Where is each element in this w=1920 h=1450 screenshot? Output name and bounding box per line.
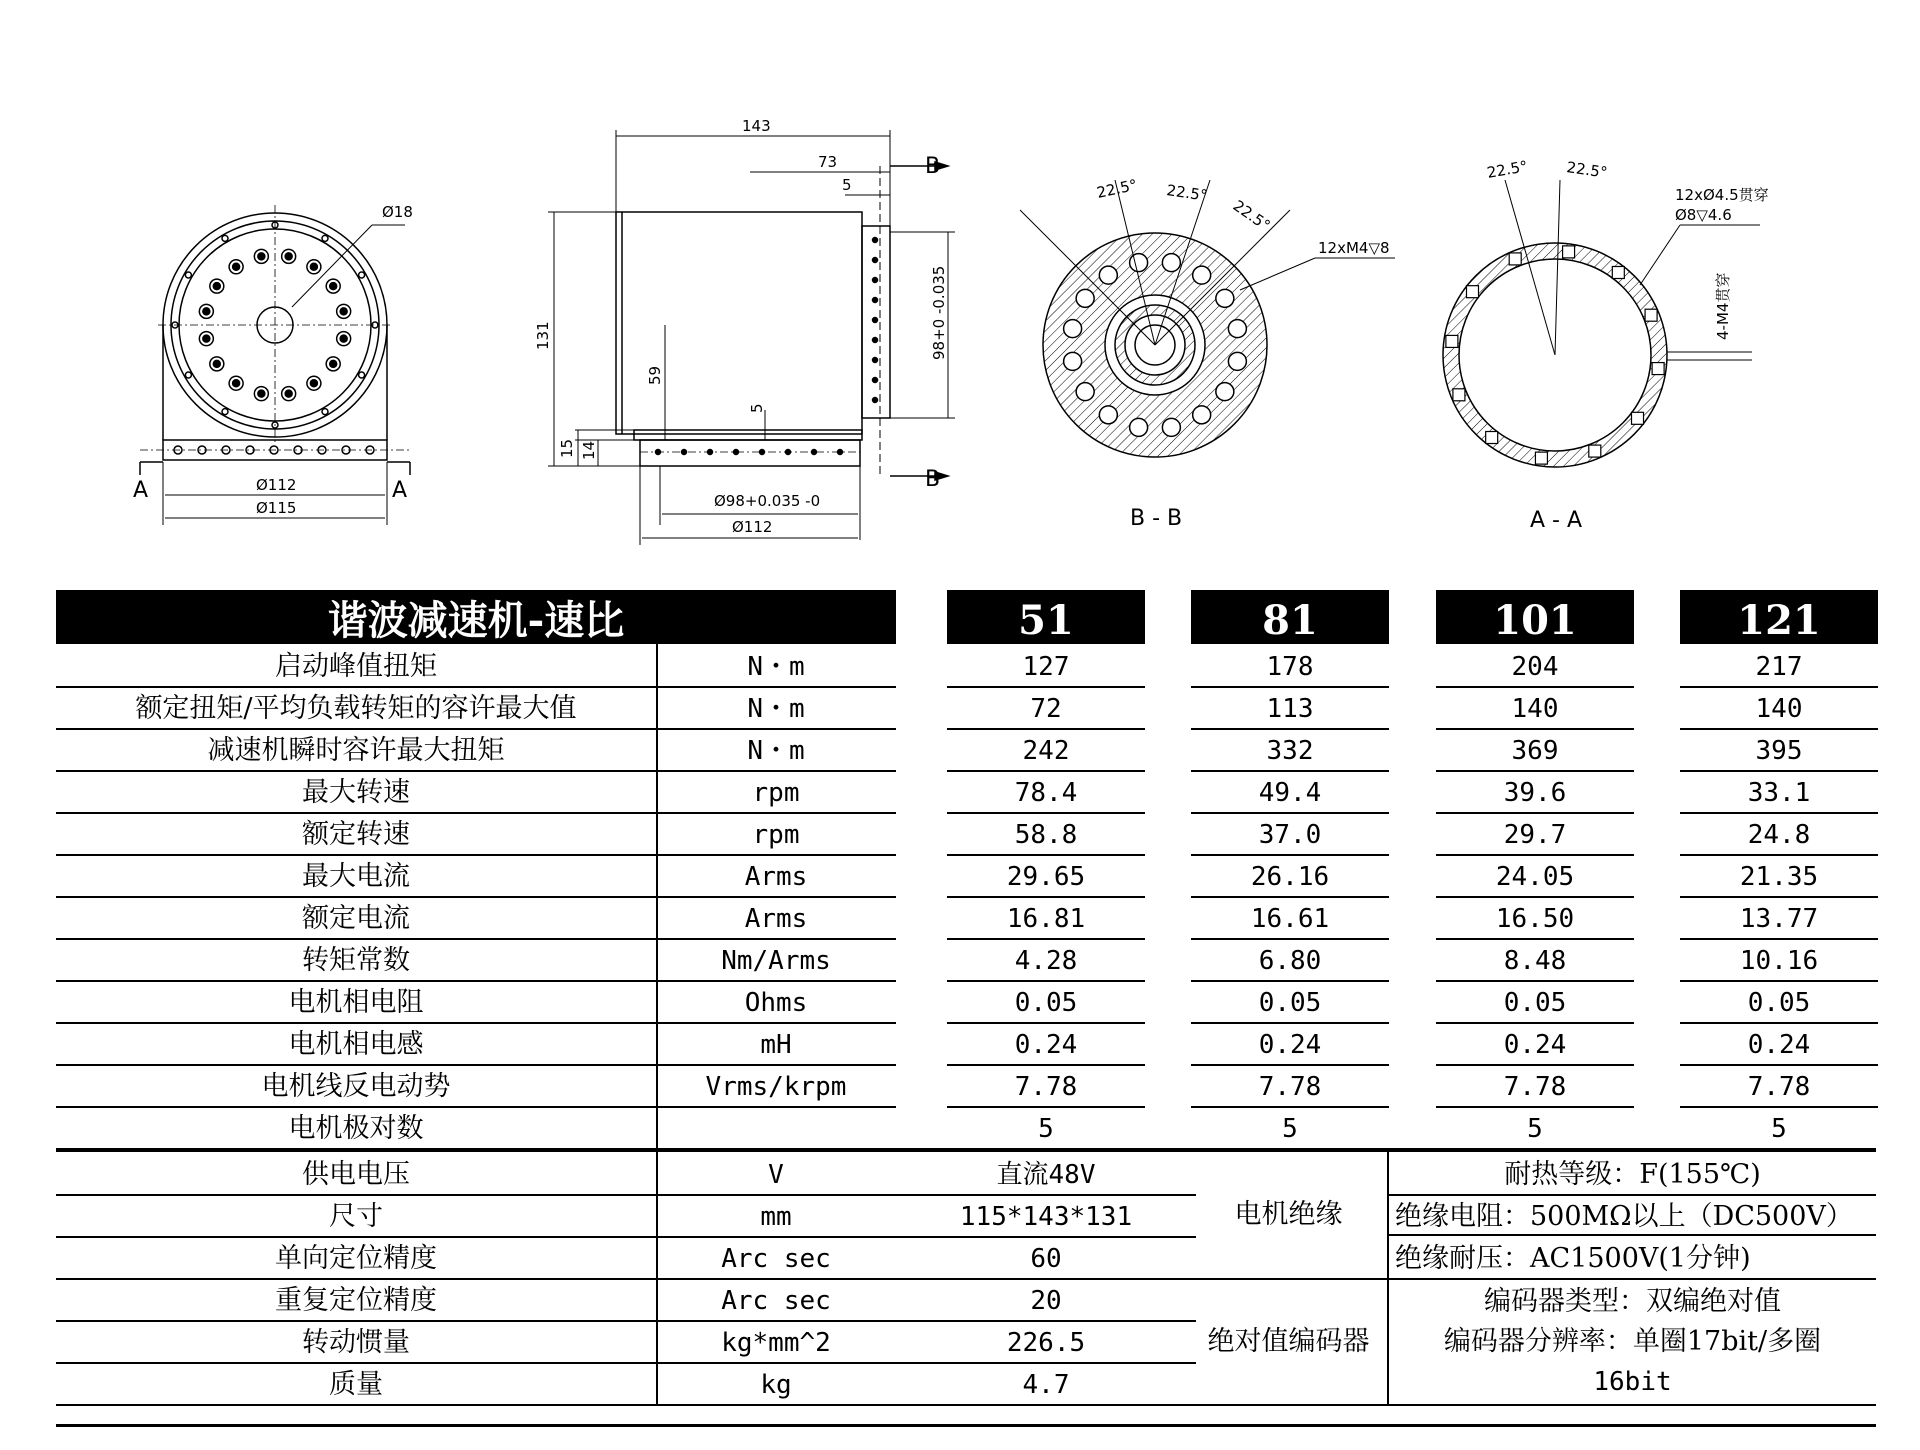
aa-slot	[1466, 286, 1478, 298]
insulation-heat-class: 耐热等级：F(155℃)	[1389, 1152, 1876, 1196]
dim-5-mid: 5	[748, 403, 766, 413]
row-label: 转矩常数	[56, 938, 656, 982]
general-label: 质量	[56, 1362, 656, 1406]
dim-143: 143	[742, 117, 771, 135]
outer-hole	[185, 272, 191, 278]
ratio-81: 81	[1191, 590, 1389, 644]
dim-5-top: 5	[842, 176, 852, 194]
outer-hole	[359, 272, 365, 278]
angle-1-aa: 22.5°	[1485, 157, 1529, 182]
value-81: 37.0	[1191, 812, 1389, 856]
connector-pin	[873, 238, 878, 243]
table-row	[56, 938, 1876, 980]
table-row	[56, 770, 1876, 812]
row-unit: N・m	[656, 686, 896, 730]
insulation-label: 电机绝缘	[1234, 1199, 1343, 1230]
bolt-center	[258, 390, 265, 397]
outer-hole	[222, 409, 228, 415]
table-row	[56, 854, 1876, 896]
row-unit: N・m	[656, 728, 896, 772]
general-value: 115*143*131	[896, 1194, 1196, 1238]
encoder-label: 绝对值编码器	[1207, 1326, 1370, 1357]
row-label: 电机线反电动势	[56, 1064, 656, 1108]
row-unit: Ohms	[656, 980, 896, 1024]
aa-slot	[1509, 253, 1521, 265]
base-hole	[812, 450, 817, 455]
dim-131: 131	[534, 321, 552, 350]
general-unit: kg*mm^2	[656, 1320, 896, 1364]
bb-bolt-hole	[1162, 418, 1180, 436]
value-101: 0.05	[1436, 980, 1634, 1024]
aa-slot	[1652, 363, 1664, 375]
row-unit: mH	[656, 1022, 896, 1066]
value-51: 0.05	[947, 980, 1145, 1024]
angle-3-bb: 22.5°	[1229, 196, 1274, 235]
aa-slot	[1446, 335, 1458, 347]
bb-bolt-hole	[1216, 289, 1234, 307]
value-101: 16.50	[1436, 896, 1634, 940]
connector-pin	[873, 278, 878, 283]
row-label: 电机极对数	[288, 1113, 424, 1144]
value-121: 140	[1680, 686, 1878, 730]
table-row	[56, 1064, 1876, 1106]
value-121: 5	[1771, 1114, 1787, 1144]
value-101: 0.24	[1436, 1022, 1634, 1066]
value-101: 8.48	[1436, 938, 1634, 982]
bb-bolt-hole	[1228, 320, 1246, 338]
value-81: 178	[1191, 644, 1389, 688]
bb-bolt-hole	[1076, 383, 1094, 401]
bolt-center	[233, 380, 240, 387]
ratio-101: 101	[1436, 590, 1634, 644]
bolt-center	[213, 360, 220, 367]
table-row	[56, 728, 1876, 770]
dim-dia-115: Ø115	[256, 499, 297, 517]
value-101: 24.05	[1436, 854, 1634, 898]
table-row	[56, 896, 1876, 938]
aa-slot	[1486, 432, 1498, 444]
column-divider	[656, 644, 658, 1148]
bb-bolt-hole	[1193, 266, 1211, 284]
value-121: 21.35	[1680, 854, 1878, 898]
bb-bolt-hole	[1162, 254, 1180, 272]
technical-drawings	[0, 0, 1920, 580]
outer-hole	[222, 235, 228, 241]
outer-hole	[359, 372, 365, 378]
value-121: 10.16	[1680, 938, 1878, 982]
value-51: 72	[947, 686, 1145, 730]
row-unit: N・m	[656, 644, 896, 688]
value-81: 26.16	[1191, 854, 1389, 898]
value-121: 33.1	[1680, 770, 1878, 814]
row-label: 额定电流	[56, 896, 656, 940]
value-51: 242	[947, 728, 1145, 772]
dim-59: 59	[646, 365, 664, 385]
general-value: 20	[896, 1278, 1196, 1322]
value-81: 5	[1282, 1114, 1298, 1144]
value-51: 0.24	[947, 1022, 1145, 1066]
angle-2-aa: 22.5°	[1565, 158, 1609, 182]
value-81: 16.61	[1191, 896, 1389, 940]
value-51: 58.8	[947, 812, 1145, 856]
value-51: 78.4	[947, 770, 1145, 814]
row-label: 启动峰值扭矩	[56, 644, 656, 688]
value-81: 49.4	[1191, 770, 1389, 814]
bolt-center	[285, 253, 292, 260]
base-hole	[838, 450, 843, 455]
general-label: 尺寸	[56, 1194, 656, 1238]
holes-callout-aa: 12xØ4.5贯穿	[1675, 186, 1769, 204]
outer-hole	[322, 409, 328, 415]
row-unit: rpm	[656, 770, 896, 814]
bb-bolt-hole	[1228, 352, 1246, 370]
row-label: 电机相电阻	[56, 980, 656, 1024]
row-label: 最大电流	[56, 854, 656, 898]
value-51: 16.81	[947, 896, 1145, 940]
section-bb	[1020, 180, 1395, 457]
bolt-center	[213, 283, 220, 290]
bolt-center	[203, 335, 210, 342]
bolt-center	[233, 263, 240, 270]
encoder-resolution-line1: 编码器分辨率：单圈17bit/多圈	[1443, 1326, 1822, 1357]
general-unit: kg	[656, 1362, 896, 1406]
block-divider	[1191, 1404, 1876, 1406]
table-title: 谐波减速机-速比	[56, 590, 896, 644]
encoder-resolution-line2: 16bit	[1593, 1367, 1672, 1397]
value-121: 13.77	[1680, 896, 1878, 940]
general-value: 直流48V	[896, 1152, 1196, 1196]
value-101: 140	[1436, 686, 1634, 730]
section-bb-title: B - B	[1130, 506, 1183, 531]
value-121: 0.24	[1680, 1022, 1878, 1066]
value-81: 332	[1191, 728, 1389, 772]
base-hole	[682, 450, 687, 455]
aa-slot	[1632, 412, 1644, 424]
general-unit: Arc sec	[656, 1236, 896, 1280]
connector-pin	[873, 318, 878, 323]
value-51: 127	[947, 644, 1145, 688]
table-row	[56, 686, 1876, 728]
dim-dia-hole: Ø18	[382, 203, 413, 221]
dim-dia-112-side: Ø112	[732, 518, 773, 536]
aa-slot	[1535, 452, 1547, 464]
insulation-resistance: 绝缘电阻：500MΩ以上（DC500V）	[1389, 1194, 1876, 1236]
value-101: 39.6	[1436, 770, 1634, 814]
value-121: 395	[1680, 728, 1878, 772]
aa-slot	[1453, 389, 1465, 401]
angle-1-bb: 22.5°	[1095, 175, 1139, 202]
counterbore-callout-aa: Ø8▽4.6	[1675, 206, 1732, 224]
bolt-center	[340, 308, 347, 315]
connector-pin	[873, 338, 878, 343]
value-51: 29.65	[947, 854, 1145, 898]
bolt-center	[258, 253, 265, 260]
thread-callout-bb: 12xM4▽8	[1318, 239, 1390, 257]
row-label: 额定扭矩/平均负载转矩的容许最大值	[56, 686, 656, 730]
base-hole	[786, 450, 791, 455]
general-value: 60	[896, 1236, 1196, 1280]
general-unit: mm	[656, 1194, 896, 1238]
bb-bolt-hole	[1193, 406, 1211, 424]
base-hole	[734, 450, 739, 455]
dim-98-tolerance-vertical: 98+0 -0.035	[930, 265, 948, 360]
general-label: 转动惯量	[56, 1320, 656, 1364]
bb-bolt-hole	[1130, 418, 1148, 436]
row-unit: Arms	[656, 896, 896, 940]
base-hole	[708, 450, 713, 455]
bb-bolt-hole	[1064, 320, 1082, 338]
bolt-center	[285, 390, 292, 397]
bb-bolt-hole	[1216, 383, 1234, 401]
side-view	[548, 130, 955, 545]
general-unit: V	[656, 1152, 896, 1196]
value-81: 0.24	[1191, 1022, 1389, 1066]
bolt-center	[330, 360, 337, 367]
side-thread-callout-aa: 4-M4贯穿	[1714, 272, 1732, 340]
connector-pin	[873, 258, 878, 263]
table-row	[56, 980, 1876, 1022]
bottom-rule	[56, 1424, 1876, 1427]
base-hole	[760, 450, 765, 455]
section-mark-b-top: B	[925, 154, 941, 179]
row-label: 额定转速	[56, 812, 656, 856]
value-121: 0.05	[1680, 980, 1878, 1024]
connector-pin	[873, 378, 878, 383]
connector-pin	[873, 398, 878, 403]
bolt-center	[310, 380, 317, 387]
value-101: 5	[1527, 1114, 1543, 1144]
value-101: 29.7	[1436, 812, 1634, 856]
general-label: 单向定位精度	[56, 1236, 656, 1280]
row-label: 减速机瞬时容许最大扭矩	[56, 728, 656, 772]
value-101: 204	[1436, 644, 1634, 688]
aa-slot	[1612, 266, 1624, 278]
general-unit: Arc sec	[656, 1278, 896, 1322]
value-121: 217	[1680, 644, 1878, 688]
table-row	[56, 1106, 1876, 1148]
row-label: 最大转速	[56, 770, 656, 814]
insulation-withstand: 绝缘耐压：AC1500V(1分钟)	[1395, 1243, 1751, 1274]
connector-pin	[873, 358, 878, 363]
outer-hole	[185, 372, 191, 378]
value-101: 7.78	[1436, 1064, 1634, 1108]
row-label: 电机相电感	[56, 1022, 656, 1066]
value-81: 113	[1191, 686, 1389, 730]
bb-bolt-hole	[1099, 266, 1117, 284]
value-81: 7.78	[1191, 1064, 1389, 1108]
ratio-121: 121	[1680, 590, 1878, 644]
value-51: 5	[1038, 1114, 1054, 1144]
outer-hole	[322, 235, 328, 241]
aa-slot	[1563, 246, 1575, 258]
value-101: 369	[1436, 728, 1634, 772]
bolt-center	[340, 335, 347, 342]
row-unit: Vrms/krpm	[656, 1064, 896, 1108]
encoder-type: 编码器类型：双编绝对值	[1484, 1286, 1781, 1317]
dim-14: 14	[580, 440, 598, 460]
aa-slot	[1645, 309, 1657, 321]
column-divider	[656, 1152, 658, 1404]
value-81: 0.05	[1191, 980, 1389, 1024]
row-unit	[656, 1106, 896, 1148]
value-51: 7.78	[947, 1064, 1145, 1108]
row-unit: Arms	[656, 854, 896, 898]
bb-bolt-hole	[1064, 352, 1082, 370]
aa-slot	[1589, 445, 1601, 457]
general-label: 供电电压	[56, 1152, 656, 1196]
table-row	[56, 812, 1876, 854]
section-mark-a-right: A	[392, 478, 408, 503]
angle-2-bb: 22.5°	[1165, 181, 1209, 205]
bolt-center	[310, 263, 317, 270]
row-unit: rpm	[656, 812, 896, 856]
section-mark-b-bottom: B	[925, 467, 941, 492]
bb-bolt-hole	[1130, 254, 1148, 272]
table-row	[56, 1022, 1876, 1064]
general-value: 226.5	[896, 1320, 1196, 1364]
base-hole	[656, 450, 661, 455]
section-mark-a-left: A	[133, 478, 149, 503]
ratio-51: 51	[947, 590, 1145, 644]
section-aa-title: A - A	[1530, 508, 1583, 533]
value-81: 6.80	[1191, 938, 1389, 982]
dim-73: 73	[818, 153, 838, 171]
dim-98-tolerance-horizontal: Ø98+0.035 -0	[714, 492, 821, 510]
value-121: 24.8	[1680, 812, 1878, 856]
value-51: 4.28	[947, 938, 1145, 982]
dim-dia-112-front: Ø112	[256, 476, 297, 494]
bolt-center	[203, 308, 210, 315]
dim-15: 15	[558, 438, 576, 458]
general-label: 重复定位精度	[56, 1278, 656, 1322]
row-unit: Nm/Arms	[656, 938, 896, 982]
bolt-center	[330, 283, 337, 290]
value-121: 7.78	[1680, 1064, 1878, 1108]
general-value: 4.7	[896, 1362, 1196, 1406]
bb-bolt-hole	[1099, 406, 1117, 424]
bb-bolt-hole	[1076, 289, 1094, 307]
table-row	[56, 644, 1876, 686]
connector-pin	[873, 298, 878, 303]
